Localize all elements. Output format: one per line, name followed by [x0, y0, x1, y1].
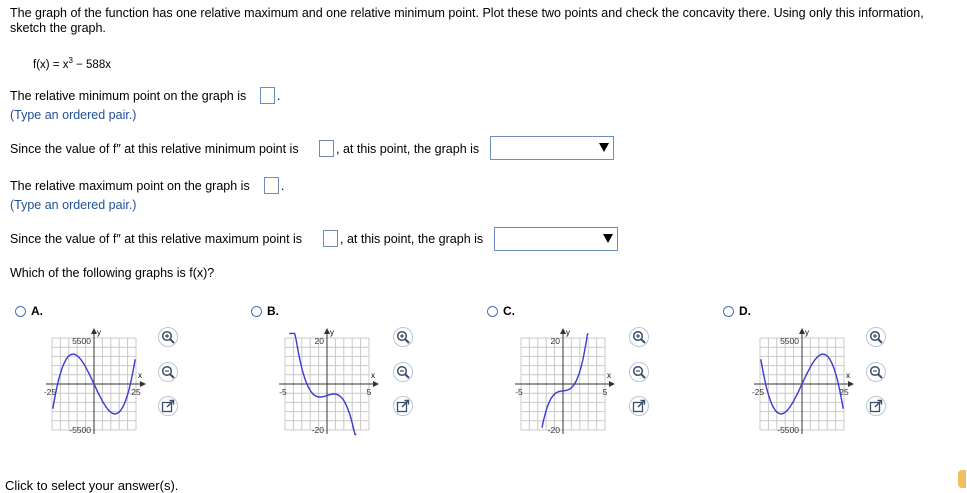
max-concavity-dropdown[interactable]	[494, 227, 618, 251]
x-axis-name: x	[371, 371, 375, 380]
option-d-radio[interactable]	[723, 306, 734, 317]
y-axis-name: y	[330, 328, 334, 337]
expand-icon	[396, 399, 410, 413]
x-axis-arrow	[609, 381, 615, 387]
y-tick-bottom: -5500	[777, 425, 799, 435]
x-tick-right: 25	[131, 387, 141, 397]
x-tick-left: -5	[515, 387, 523, 397]
max-second-derivative-input[interactable]	[323, 230, 338, 247]
option-b-graph[interactable]	[267, 326, 387, 442]
option-b-label: B.	[267, 304, 279, 318]
min-second-derivative-input[interactable]	[319, 140, 334, 157]
option-c-label: C.	[503, 304, 515, 318]
max-point-input[interactable]	[264, 177, 279, 194]
max-point-label: The relative maximum point on the graph is	[10, 179, 250, 193]
option-a-label: A.	[31, 304, 43, 318]
question-text-line1: The graph of the function has one relative maximum and one relative minimum point. Plot these two points and check the concavity there. Using only this information,	[10, 6, 924, 20]
option-d-label: D.	[739, 304, 751, 318]
zoom-in-button[interactable]	[629, 327, 649, 347]
chevron-down-icon	[599, 143, 609, 152]
min-second-derivative-label: Since the value of f″ at this relative minimum point is	[10, 142, 299, 156]
function-suffix: − 588x	[72, 58, 111, 71]
zoom-out-icon	[396, 365, 410, 379]
zoom-out-icon	[161, 365, 175, 379]
y-tick-top: 5500	[72, 336, 91, 346]
zoom-out-icon	[869, 365, 883, 379]
option-c-radio[interactable]	[487, 306, 498, 317]
which-graph-question: Which of the following graphs is f(x)?	[10, 266, 215, 280]
x-axis-name: x	[607, 371, 611, 380]
max-point-hint: (Type an ordered pair.)	[10, 198, 137, 212]
x-tick-right: 25	[839, 387, 849, 397]
expand-button[interactable]	[629, 396, 649, 416]
y-tick-bottom: -20	[547, 425, 560, 435]
min-point-input[interactable]	[260, 87, 275, 104]
x-axis-name: x	[846, 371, 850, 380]
expand-icon	[161, 399, 175, 413]
y-tick-top: 5500	[780, 336, 799, 346]
y-tick-bottom: -5500	[69, 425, 91, 435]
x-axis-arrow	[373, 381, 379, 387]
zoom-in-icon	[161, 330, 175, 344]
side-tab-marker	[958, 470, 966, 488]
expand-icon	[869, 399, 883, 413]
max-point-period: .	[281, 179, 285, 193]
x-tick-left: -5	[279, 387, 287, 397]
zoom-in-button[interactable]	[866, 327, 886, 347]
y-axis-name: y	[566, 328, 570, 337]
min-point-label: The relative minimum point on the graph is	[10, 89, 247, 103]
y-axis-name: y	[97, 328, 101, 337]
x-axis-name: x	[138, 371, 142, 380]
x-tick-right: 5	[602, 387, 608, 397]
y-tick-top: 20	[550, 336, 560, 346]
x-tick-right: 5	[366, 387, 372, 397]
footer-instruction: Click to select your answer(s).	[5, 478, 179, 493]
zoom-in-button[interactable]	[393, 327, 413, 347]
expand-icon	[632, 399, 646, 413]
zoom-in-button[interactable]	[158, 327, 178, 347]
option-a-radio[interactable]	[15, 306, 26, 317]
min-concavity-dropdown[interactable]	[490, 136, 614, 160]
max-second-derivative-label: Since the value of f″ at this relative maximum point is	[10, 232, 303, 246]
function-prefix: f(x) = x	[33, 58, 69, 71]
function-exponent: 3	[68, 56, 73, 65]
x-tick-left: -25	[43, 387, 57, 397]
y-tick-bottom: -20	[311, 425, 324, 435]
question-text-line2: sketch the graph.	[10, 21, 106, 35]
min-point-hint: (Type an ordered pair.)	[10, 108, 137, 122]
zoom-out-button[interactable]	[866, 362, 886, 382]
y-axis-name: y	[805, 328, 809, 337]
min-concavity-label: , at this point, the graph is	[336, 142, 480, 156]
zoom-out-button[interactable]	[158, 362, 178, 382]
zoom-in-icon	[869, 330, 883, 344]
option-b-radio[interactable]	[251, 306, 262, 317]
expand-button[interactable]	[393, 396, 413, 416]
zoom-out-icon	[632, 365, 646, 379]
zoom-out-button[interactable]	[393, 362, 413, 382]
min-point-period: .	[277, 89, 281, 103]
x-axis-arrow	[140, 381, 146, 387]
option-a-graph[interactable]	[34, 326, 154, 442]
y-tick-top: 20	[314, 336, 324, 346]
chevron-down-icon	[603, 234, 613, 243]
x-tick-left: -25	[751, 387, 765, 397]
max-concavity-label: , at this point, the graph is	[340, 232, 484, 246]
expand-button[interactable]	[866, 396, 886, 416]
zoom-in-icon	[632, 330, 646, 344]
option-d-graph[interactable]	[742, 326, 862, 442]
zoom-out-button[interactable]	[629, 362, 649, 382]
expand-button[interactable]	[158, 396, 178, 416]
function-expression	[33, 56, 111, 71]
zoom-in-icon	[396, 330, 410, 344]
x-axis-arrow	[848, 381, 854, 387]
option-c-graph[interactable]	[503, 326, 623, 442]
